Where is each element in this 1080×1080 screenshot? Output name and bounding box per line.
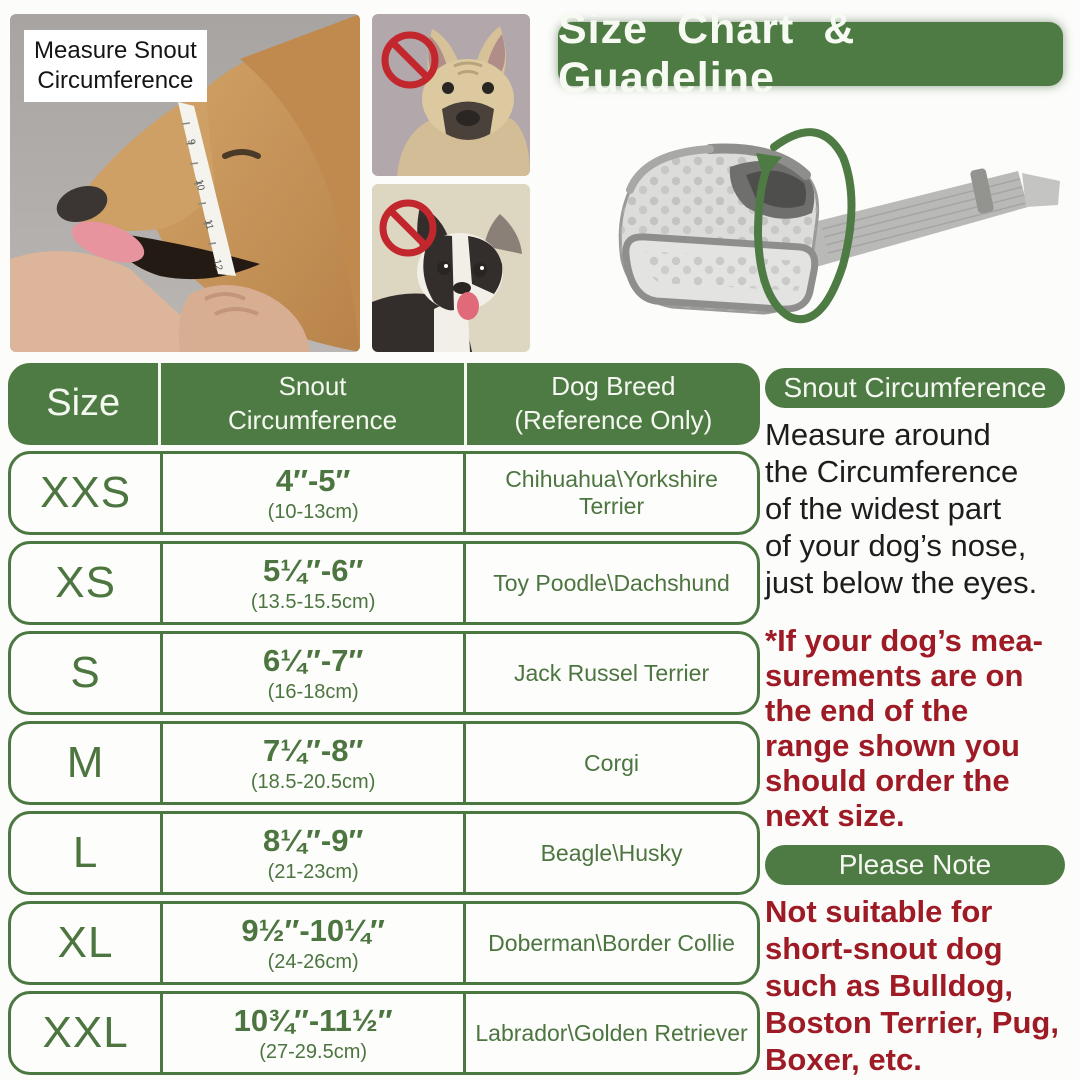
inches-range: 5¼″-6″ [262, 552, 364, 588]
inches-range: 6¼″-7″ [262, 642, 364, 678]
inches-range: 4″-5″ [275, 462, 351, 498]
inches-range: 9½″-10¼″ [241, 912, 385, 948]
breed-value: Jack Russel Terrier [513, 659, 710, 686]
tape-number: 9 [185, 138, 197, 147]
header-snout-circumference: Snout Circumference [161, 363, 466, 445]
table-row [8, 451, 760, 535]
cm-range: (24-26cm) [267, 950, 359, 973]
size-value: XL [11, 904, 163, 982]
cm-range: (13.5-15.5cm) [250, 590, 376, 613]
please-note-heading: Please Note [765, 845, 1065, 885]
size-table [8, 363, 760, 1080]
cm-range: (16-18cm) [267, 680, 359, 703]
snout-circumference-cell [163, 454, 466, 532]
breed-value: Beagle\Husky [540, 839, 683, 866]
measure-photo-label [24, 30, 207, 102]
tape-number: 10 [193, 178, 207, 192]
snout-circumference-cell [163, 814, 466, 892]
measure-label-line2: Circumference [37, 67, 194, 94]
muzzle-product-figure [560, 95, 1080, 357]
guide-panel [765, 368, 1065, 1078]
snout-circumference-cell [163, 904, 466, 982]
size-value: S [11, 634, 163, 712]
cm-range: (21-23cm) [267, 860, 359, 883]
breed-value: Corgi [584, 749, 640, 776]
inches-range: 8¼″-9″ [262, 822, 364, 858]
size-value: L [11, 814, 163, 892]
banned-breed-photo-french-bulldog [372, 14, 530, 176]
breed-value: Toy Poodle\Dachshund [493, 569, 730, 596]
inches-range: 10¾″-11½″ [233, 1002, 393, 1038]
muzzle-illustration [560, 95, 1080, 357]
size-value: M [11, 724, 163, 802]
table-row [8, 541, 760, 625]
banned-breed-photo-boston-terrier [372, 184, 530, 352]
snout-circumference-cell [163, 634, 466, 712]
table-row [8, 631, 760, 715]
size-value: XS [11, 544, 163, 622]
measure-instructions: Measure around the Circumference of the widest part of your dog’s nose, just below the eyes. [765, 417, 1038, 600]
table-row [8, 721, 760, 805]
table-row [8, 901, 760, 985]
sizing-warning: *If your dog’s mea- surements are on the end of the range shown you should order the next size. [765, 623, 1043, 833]
snout-circumference-cell [163, 994, 466, 1072]
cm-range: (10-13cm) [267, 500, 359, 523]
boston-terrier-illustration [372, 184, 530, 352]
not-suitable-note: Not suitable for short-snout dog such as Bulldog, Boston Terrier, Pug, Boxer, etc. [765, 894, 1059, 1077]
header-size: Size [8, 363, 161, 445]
breed-value: Doberman\Border Collie [488, 929, 735, 956]
tape-number: 11 [202, 218, 215, 231]
size-value: XXL [11, 994, 163, 1072]
inches-range: 7¼″-8″ [262, 732, 364, 768]
french-bulldog-illustration [372, 14, 530, 176]
page-title: Size Chart & Guadeline [558, 22, 1063, 86]
size-value: XXS [11, 454, 163, 532]
breed-value: Labrador\Golden Retriever [475, 1019, 748, 1046]
breed-value: Chihuahua\Yorkshire Terrier [505, 466, 718, 519]
measure-snout-photo [10, 14, 360, 352]
snout-circumference-cell [163, 544, 466, 622]
snout-circumference-heading: Snout Circumference [765, 368, 1065, 408]
cm-range: (27-29.5cm) [259, 1040, 368, 1063]
header-dog-breed: Dog Breed (Reference Only) [514, 371, 713, 435]
measure-label-line1: Measure Snout [34, 37, 197, 64]
table-row [8, 811, 760, 895]
size-table-header [8, 363, 760, 445]
table-row [8, 991, 760, 1075]
snout-circumference-cell [163, 724, 466, 802]
cm-range: (18.5-20.5cm) [250, 770, 376, 793]
tape-number: 12 [211, 258, 225, 272]
